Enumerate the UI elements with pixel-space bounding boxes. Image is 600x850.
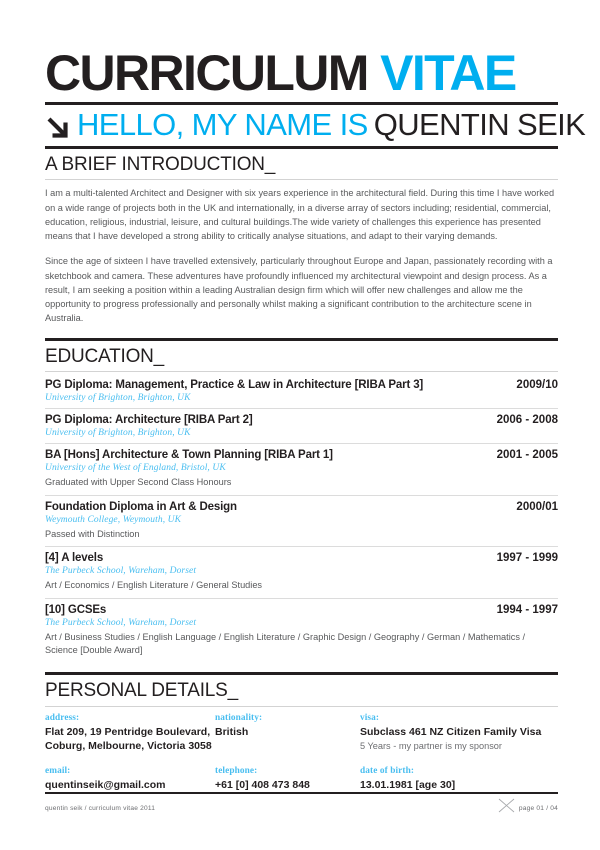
introduction-paragraph: I am a multi-talented Architect and Designer with six years experience in the architectural field. During this time I have worked on a wide range of projects both in the UK and internationally, in a diverse array of sectors including; residential, commercial, education, religious, industrial, leisure, and cultural buildings.The wide variety of challenges this experience has presented means that I have developed a strong ability to critically analyse situations, and adapt to their varying demands. bbox=[45, 188, 555, 242]
date-of-birth-value: 13.01.1981 [age 30] bbox=[360, 778, 456, 791]
education-note: Art / Economics / English Literature / General Studies bbox=[45, 580, 263, 591]
footer-credit: quentin seik / curriculum vitae 2011 bbox=[45, 804, 156, 812]
email-label: email: bbox=[45, 765, 71, 776]
hello-text: HELLO, MY NAME IS bbox=[77, 107, 368, 142]
education-institution: University of Brighton, Brighton, UK bbox=[45, 393, 191, 404]
education-date: 1994 - 1997 bbox=[496, 603, 558, 616]
education-date: 1997 - 1999 bbox=[496, 552, 558, 565]
education-title: PG Diploma: Architecture [RIBA Part 2] bbox=[45, 414, 253, 427]
date-of-birth-label: date of birth: bbox=[360, 765, 415, 776]
education-entry bbox=[45, 443, 558, 494]
education-heading: EDUCATION_ bbox=[45, 345, 165, 367]
personal-details-grid bbox=[45, 713, 558, 792]
footer-right-group bbox=[498, 798, 558, 818]
education-section bbox=[45, 338, 558, 662]
education-entry bbox=[45, 546, 558, 597]
footer-row bbox=[45, 798, 558, 818]
personal-details-divider bbox=[45, 706, 558, 707]
education-entry-head bbox=[45, 552, 558, 564]
education-date: 2006 - 2008 bbox=[496, 414, 558, 427]
education-divider bbox=[45, 371, 558, 372]
personal-details-section bbox=[45, 672, 558, 792]
address-field bbox=[45, 713, 215, 754]
page-number: page 01 / 04 bbox=[518, 804, 558, 812]
education-title: BA [Hons] Architecture & Town Planning [RIBA Part 1] bbox=[45, 449, 333, 462]
person-name: QUENTIN SEIK bbox=[373, 107, 586, 142]
x-cross-icon bbox=[498, 798, 515, 818]
education-note: Graduated with Upper Second Class Honours bbox=[45, 477, 232, 488]
date-of-birth-field bbox=[360, 766, 558, 792]
introduction-section bbox=[45, 153, 558, 326]
education-note: Passed with Distinction bbox=[45, 528, 140, 539]
page-footer bbox=[45, 792, 558, 818]
education-title: [10] GCSEs bbox=[45, 603, 107, 616]
introduction-paragraph: Since the age of sixteen I have travelled extensively, particularly throughout Europe and Japan, passionately recording with a sketchbook and camera. These adventures have profoundly influenced my architectural viewpoint and design process. As a result, I am seeking a position within a leading Australian design firm which will offer new challenges and allow me the opportunity to progress professionally and personally whilst making a significant contribution to the architecture scene in Australia. bbox=[45, 256, 553, 324]
masthead bbox=[45, 45, 586, 149]
telephone-value: +61 [0] 408 473 848 bbox=[215, 778, 310, 791]
introduction-divider bbox=[45, 179, 558, 180]
email-field bbox=[45, 766, 215, 792]
visa-sub-note: 5 Years - my partner is my sponsor bbox=[360, 741, 502, 752]
education-institution: University of Brighton, Brighton, UK bbox=[45, 428, 191, 439]
education-entry bbox=[45, 374, 558, 408]
education-rule-top bbox=[45, 338, 558, 341]
education-institution: The Purbeck School, Wareham, Dorset bbox=[45, 617, 197, 628]
education-title: Foundation Diploma in Art & Design bbox=[45, 500, 237, 513]
education-entry-head bbox=[45, 414, 558, 426]
masthead-rule-bottom bbox=[45, 146, 558, 149]
arrow-down-right-icon bbox=[45, 114, 71, 140]
education-institution: Weymouth College, Weymouth, UK bbox=[45, 514, 182, 525]
education-date: 2009/10 bbox=[516, 379, 558, 392]
title-curriculum: CURRICULUM bbox=[45, 45, 368, 101]
education-title: [4] A levels bbox=[45, 552, 104, 565]
masthead-rule-top bbox=[45, 102, 558, 105]
title-vitae: VITAE bbox=[380, 45, 516, 101]
education-entry bbox=[45, 408, 558, 443]
nationality-value: British bbox=[215, 725, 249, 738]
education-institution: University of the West of England, Bristol, UK bbox=[45, 463, 226, 474]
education-entry-head bbox=[45, 449, 558, 461]
education-entry-head bbox=[45, 501, 558, 513]
nationality-label: nationality: bbox=[215, 712, 263, 723]
footer-rule bbox=[45, 792, 558, 794]
email-value[interactable]: quentinseik@gmail.com bbox=[45, 778, 166, 791]
education-date: 2000/01 bbox=[516, 500, 558, 513]
education-entry bbox=[45, 598, 558, 663]
personal-details-heading: PERSONAL DETAILS_ bbox=[45, 680, 239, 702]
education-entry-head bbox=[45, 604, 558, 616]
introduction-heading: A BRIEF INTRODUCTION_ bbox=[45, 153, 276, 175]
education-date: 2001 - 2005 bbox=[496, 449, 558, 462]
education-entry-head bbox=[45, 379, 558, 391]
visa-value: Subclass 461 NZ Citizen Family Visa bbox=[360, 725, 542, 738]
nationality-field bbox=[215, 713, 360, 754]
name-line bbox=[45, 107, 586, 143]
education-entry bbox=[45, 495, 558, 546]
education-title: PG Diploma: Management, Practice & Law in Architecture [RIBA Part 3] bbox=[45, 379, 424, 392]
visa-field bbox=[360, 713, 558, 754]
telephone-label: telephone: bbox=[215, 765, 258, 776]
telephone-field bbox=[215, 766, 360, 792]
education-list bbox=[45, 374, 558, 662]
address-value: Flat 209, 19 Pentridge Boulevard, Coburg, Melbourne, Victoria 3058 bbox=[45, 725, 212, 753]
address-label: address: bbox=[45, 712, 80, 723]
introduction-body bbox=[45, 186, 558, 325]
education-institution: The Purbeck School, Wareham, Dorset bbox=[45, 566, 197, 577]
personal-details-rule-top bbox=[45, 672, 558, 675]
education-note: Art / Business Studies / English Language / English Literature / Graphic Design / Geography / German / Mathematics / Science [Double Award] bbox=[45, 631, 526, 655]
document-title bbox=[45, 45, 558, 101]
visa-label: visa: bbox=[360, 712, 380, 723]
